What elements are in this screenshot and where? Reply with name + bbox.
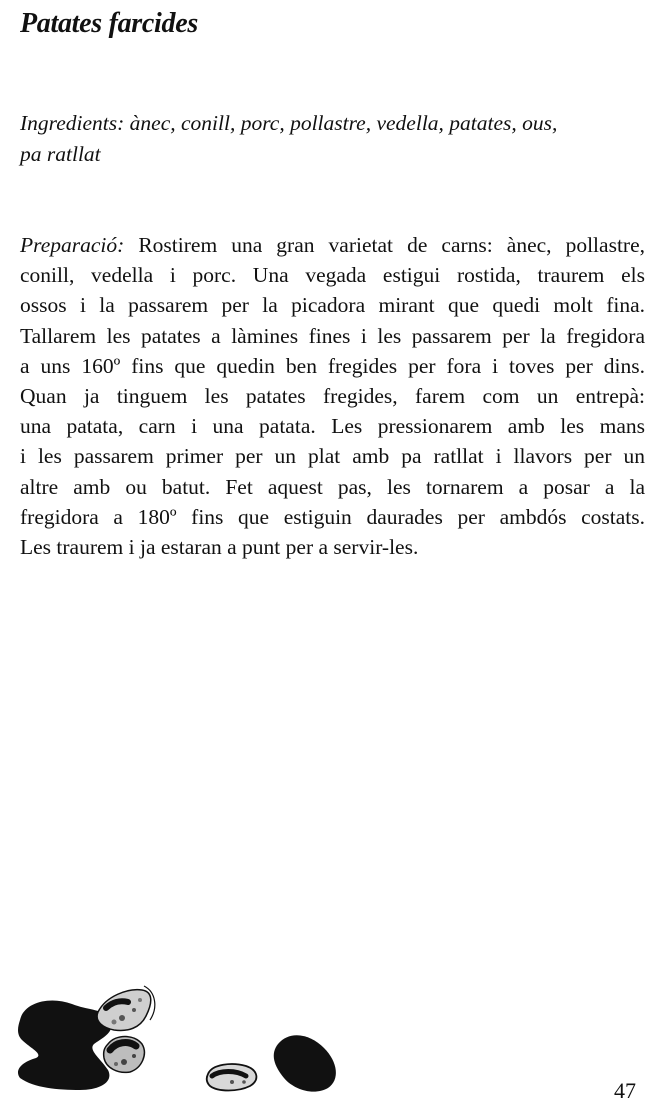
preparation-line: ossos i la passarem per la picadora mirant que quedi molt fina. [20,293,645,318]
recipe-title: Patates farcides [20,8,198,39]
preparation-text: Rostirem una gran varietat de carns: ànec, pollastre, [138,233,645,257]
preparation-paragraph [20,230,645,562]
preparation-label: Preparació: [20,233,125,257]
ingredients-line-2: pa ratllat [20,142,101,166]
preparation-line: una patata, carn i una patata. Les pressionarem amb les mans [20,414,645,439]
preparation-line: fregidora a 180º fins que estiguin daurades per ambdós costats. [20,504,645,529]
page-number: 47 [614,1078,636,1103]
preparation-line: Tallarem les patates a làmines fines i les passarem per la fregidora [20,323,645,348]
ingredients-paragraph [20,108,645,170]
potato-dark-right-icon [274,1035,336,1091]
preparation-line: Quan ja tinguem les patates fregides, farem com un entrepà: [20,384,645,409]
preparation-line [20,230,645,260]
potato-illustration-icon [10,978,350,1098]
preparation-line: altre amb ou batut. Fet aquest pas, les tornarem a posar a la [20,474,645,499]
preparation-line: conill, vedella i porc. Una vegada estigui rostida, traurem els [20,263,645,288]
preparation-line: i les passarem primer per un plat amb pa ratllat i llavors per un [20,444,645,469]
ingredients-line-1: Ingredients: ànec, conill, porc, pollastre, vedella, patates, ous, [20,111,558,135]
preparation-line: a uns 160º fins que quedin ben fregides per fora i toves per dins. [20,353,645,378]
preparation-line: Les traurem i ja estaran a punt per a servir-les. [20,535,419,560]
